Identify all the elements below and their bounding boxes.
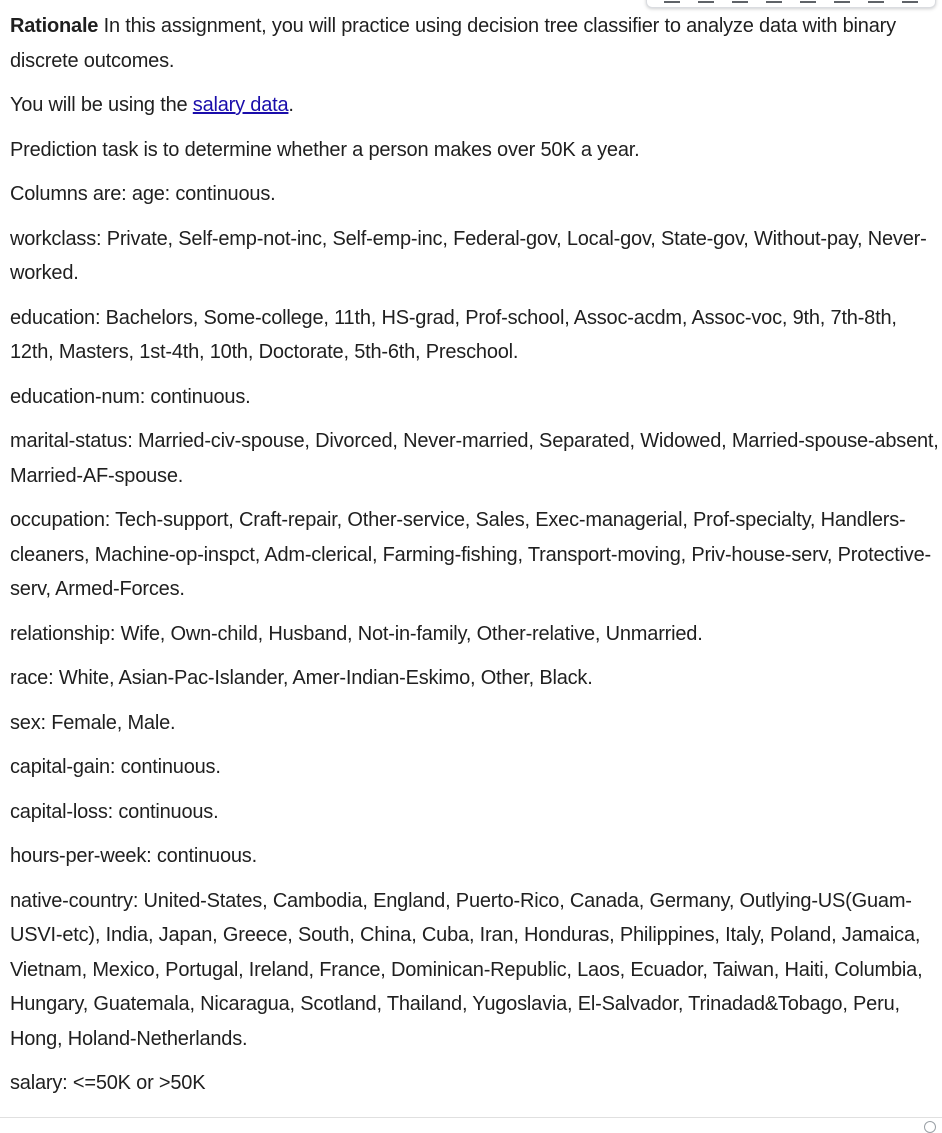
- rationale-text: In this assignment, you will practice using decision tree classifier to analyze data with binary discrete outcomes.: [10, 15, 896, 72]
- edit-icon[interactable]: [800, 0, 816, 3]
- rationale-paragraph: [10, 9, 940, 78]
- column-age: Columns are: age: continuous.: [10, 183, 276, 205]
- column-education-num: education-num: continuous.: [10, 385, 251, 408]
- column-workclass: workclass: Private, Self-emp-not-inc, Self-emp-inc, Federal-gov, Local-gov, State-gov, Without-pay, Never-worked.: [10, 227, 927, 284]
- rationale-label: Rationale: [10, 15, 99, 37]
- column-native-country: native-country: United-States, Cambodia, England, Puerto-Rico, Canada, Germany, Outlying-US(Guam-USVI-etc), India, Japan, Greece, South, China, Cuba, Iran, Honduras, Philippines, Italy, Poland, Jamaica, Vietnam, Mexico, Portugal, Ireland, France, Dominican-Republic, Laos, Ecuador, Taiwan, Haiti, Columbia, Hungary, Guatemala, Nicaragua, Scotland, Thailand, Yugoslavia, El-Salvador, Trinadad&Tobago, Peru, Hong, Holand-Netherlands.: [10, 889, 923, 1050]
- move-up-icon[interactable]: [664, 0, 680, 3]
- move-down-icon[interactable]: [698, 0, 714, 3]
- text-cell[interactable]: [10, 9, 940, 1111]
- column-capital-gain: capital-gain: continuous.: [10, 756, 221, 778]
- column-relationship: relationship: Wife, Own-child, Husband, Not-in-family, Other-relative, Unmarried.: [10, 622, 703, 645]
- mirror-icon[interactable]: [834, 0, 850, 3]
- column-marital-status: marital-status: Married-civ-spouse, Divorced, Never-married, Separated, Widowed, Married-spouse-absent, Married-AF-spouse.: [10, 430, 939, 487]
- column-occupation: occupation: Tech-support, Craft-repair, Other-service, Sales, Exec-managerial, Prof-specialty, Handlers-cleaners, Machine-op-inspct, Adm-clerical, Farming-fishing, Transport-moving, Priv-house-serv, Protective-serv, Armed-Forces.: [10, 509, 931, 600]
- column-sex: sex: Female, Male.: [10, 711, 176, 734]
- cell-divider: [0, 1117, 942, 1129]
- column-capital-loss: capital-loss: continuous.: [10, 800, 219, 823]
- data-source-prefix: You will be using the: [10, 94, 193, 116]
- delete-icon[interactable]: [868, 0, 884, 3]
- more-options-icon[interactable]: [902, 0, 918, 3]
- data-source-suffix: .: [288, 94, 294, 116]
- circle-icon: [924, 1121, 936, 1133]
- link-icon[interactable]: [732, 0, 748, 3]
- data-source-paragraph: [10, 88, 940, 123]
- prediction-task-paragraph: Prediction task is to determine whether a person makes over 50K a year.: [10, 138, 640, 161]
- salary-data-link[interactable]: salary data: [192, 94, 289, 116]
- comment-icon[interactable]: [766, 0, 782, 3]
- column-education: education: Bachelors, Some-college, 11th, HS-grad, Prof-school, Assoc-acdm, Assoc-voc, 9th, 7th-8th, 12th, Masters, 1st-4th, 10th, Doctorate, 5th-6th, Preschool.: [10, 306, 897, 363]
- cell-toolbar: [646, 0, 936, 8]
- column-race: race: White, Asian-Pac-Islander, Amer-Indian-Eskimo, Other, Black.: [10, 667, 593, 689]
- column-hours-per-week: hours-per-week: continuous.: [10, 845, 257, 867]
- column-salary: salary: <=50K or >50K: [10, 1072, 206, 1094]
